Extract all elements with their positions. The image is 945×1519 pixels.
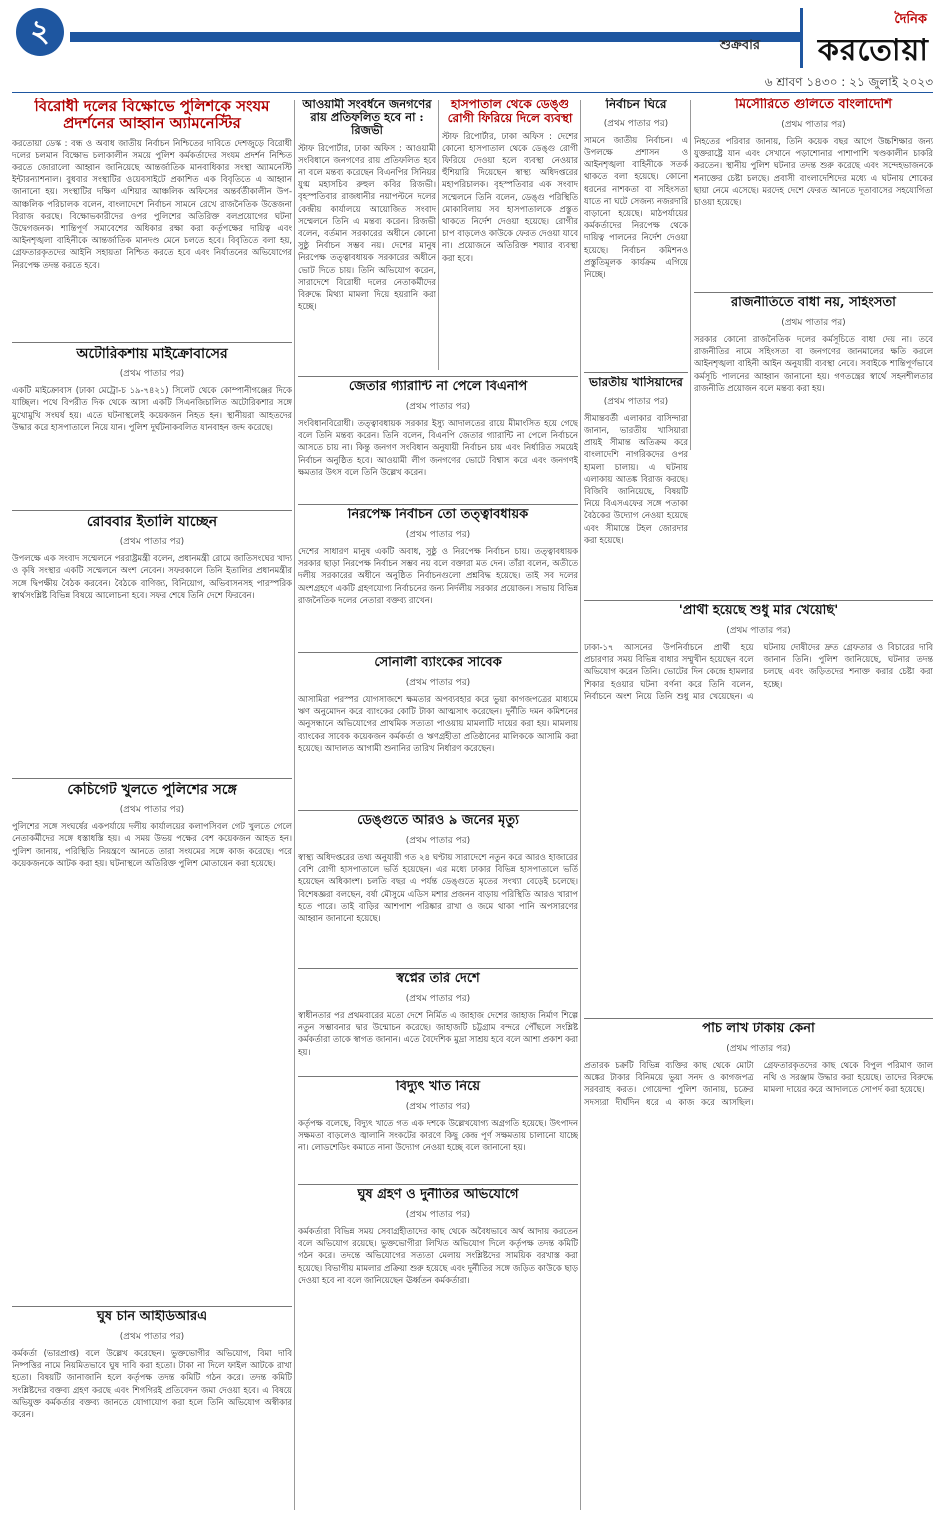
logo-main-text: করতোয়া bbox=[817, 33, 929, 68]
article-robbar bbox=[12, 514, 292, 774]
article-body: ঢাকা-১৭ আসনের উপনির্বাচনে প্রার্থী হয়ে প্রচারণার সময় বিভিন্ন বাধার সম্মুখীন হয়েছেন বলে অভিযোগ করেন তিনি। ভোটের দিন কেন্দ্রে হামলার শিকার হওয়ার ঘটনা বর্ণনা করে তিনি বলেন, নির্বাচনে অংশ নিয়ে তিনি শুধু মার খেয়েছেন। এ ঘটনায় দোষীদের দ্রুত গ্রেফতার ও বিচারের দাবি জানান তিনি। পুলিশ জানিয়েছে, ঘটনার তদন্ত চলছে এবং জড়িতদের শনাক্ত করার চেষ্টা করা হচ্ছে। bbox=[584, 641, 933, 701]
headline: অটোরিকশায় মাইক্রোবাসের bbox=[76, 346, 228, 362]
continuation-note: (প্রথম পাতার পর) bbox=[405, 835, 471, 846]
masthead-day: শুক্রবার bbox=[719, 38, 760, 53]
headline: মিসৌরিতে গুলিতে বাংলাদেশি bbox=[735, 98, 892, 112]
column-divider bbox=[690, 100, 691, 450]
masthead-divider bbox=[12, 92, 933, 93]
article-body: স্বাধীনতার পর প্রথমবারের মতো দেশে নির্মিত এ জাহাজ দেশের জাহাজ নির্মাণ শিল্পে নতুন সম্ভাবনার দ্বার উন্মোচন করেছে। জাহাজটি চট্টগ্রাম বন্দরে পৌঁছলে সংশ্লিষ্ট কর্মকর্তারা তাকে স্বাগত জানান। এতে বৈদেশিক মুদ্রা সাশ্রয় হবে বলে আশা প্রকাশ করা হয়। bbox=[298, 1009, 578, 1057]
article-ghush-chan bbox=[12, 1310, 292, 1510]
article-bidyut bbox=[298, 1080, 578, 1180]
article-prarthi bbox=[584, 604, 933, 1014]
headline: জেতার গ্যারান্টি না পেলে বিএনপি bbox=[348, 380, 528, 394]
logo-top-text: দৈনিক bbox=[894, 12, 927, 27]
article-rajniti bbox=[694, 296, 933, 596]
article-body: আসামিরা পরস্পর যোগসাজশে ক্ষমতার অপব্যবহার করে ভুয়া কাগজপত্রের মাধ্যমে ঋণ অনুমোদন করে ব্যাংকের কোটি টাকা আত্মসাৎ করেছেন। দুর্নীতি দমন কমিশনের অনুসন্ধানে অভিযোগের প্রাথমিক সত্যতা পাওয়ায় মামলাটি দায়ের করা হয়। মামলায় ব্যাংকের সাবেক কয়েকজন কর্মকর্তা ও ঋণগ্রহীতা প্রতিষ্ঠানের মালিককে আসামি করা হয়েছে। আদালত আগামী শুনানির তারিখ নির্ধারণ করেছেন। bbox=[298, 693, 578, 753]
continuation-note: (প্রথম পাতার পর) bbox=[119, 1331, 185, 1342]
continuation-note: (প্রথম পাতার পর) bbox=[405, 1209, 471, 1220]
article-divider bbox=[298, 1076, 578, 1077]
continuation-note: (প্রথম পাতার পর) bbox=[726, 1043, 791, 1054]
article-divider bbox=[298, 504, 578, 505]
continuation-note: (প্রথম পাতার পর) bbox=[603, 118, 669, 129]
article-divider bbox=[298, 968, 578, 969]
continuation-note: (প্রথম পাতার পর) bbox=[781, 119, 846, 130]
article-body: একটি মাইক্রোবাস (ঢাকা মেট্রো-চ ১৯-৭৪২১) সিলেট থেকে কোম্পানীগঞ্জের দিকে যাচ্ছিল। পথে বিপরীত দিক থেকে আসা একটি সিএনজিচালিত অটোরিকশার সঙ্গে মুখোমুখি সংঘর্ষ হয়। এতে ঘটনাস্থলেই কয়েকজন নিহত হন। স্থানীয়রা আহতদের উদ্ধার করে হাসপাতালে নিয়ে যান। পুলিশ দুর্ঘটনাকবলিত যানবাহন জব্দ করেছে। bbox=[12, 385, 292, 432]
headline: কেচিগেট খুলতে পুলিশের সঙ্গে bbox=[67, 782, 237, 798]
article-divider bbox=[12, 778, 292, 779]
headline: ঘুষ গ্রহণ ও দুর্নীতির অভিযোগে bbox=[357, 1188, 519, 1202]
continuation-note: (প্রথম পাতার পর) bbox=[781, 317, 846, 328]
article-divider bbox=[584, 600, 933, 601]
article-body: সংবিধানবিরোধী। তত্ত্বাবধায়ক সরকার ইস্যু আদালতের রায়ে মীমাংসিত হয়ে গেছে বলে তিনি মন্তব্য করেন। তিনি বলেন, বিএনপি জেতার গ্যারান্টি না পেলে নির্বাচনে আসতে চায় না। কিন্তু জনগণ সংবিধান অনুযায়ী নির্বাচন চায় এবং নির্ধারিত সময়েই নির্বাচন অনুষ্ঠিত হবে। আওয়ামী লীগ জনগণের ভোটে বিশ্বাস করে এবং জনগণই ক্ষমতার উৎস বলে তিনি উল্লেখ করেন। bbox=[298, 417, 578, 477]
headline: হাসপাতাল থেকে ডেঙ্গু রোগী ফিরিয়ে দিলে ব্যবস্থা bbox=[447, 98, 573, 125]
continuation-note: (প্রথম পাতার পর) bbox=[726, 625, 791, 636]
article-sonali-bank bbox=[298, 656, 578, 806]
article-ghush-gran bbox=[298, 1188, 578, 1508]
headline: রোববার ইতালি যাচ্ছেন bbox=[86, 514, 218, 530]
continuation-note: (প্রথম পাতার পর) bbox=[603, 396, 669, 407]
article-divider bbox=[584, 372, 688, 373]
continuation-note: (প্রথম পাতার পর) bbox=[405, 993, 471, 1004]
headline: নির্বাচন ঘিরে bbox=[605, 98, 667, 111]
article-divider bbox=[298, 1184, 578, 1185]
article-divider bbox=[694, 292, 933, 293]
headline: বিদ্যুৎ খাত নিয়ে bbox=[396, 1080, 480, 1094]
article-body: কর্মকর্তারা বিভিন্ন সময় সেবাগ্রহীতাদের কাছ থেকে অবৈধভাবে অর্থ আদায় করতেন বলে অভিযোগ রয়েছে। ভুক্তভোগীরা লিখিত অভিযোগ দিলে কর্তৃপক্ষ তদন্ত কমিটি গঠন করে। তদন্তে অভিযোগের সত্যতা মেলায় সংশ্লিষ্টদের সাময়িক বরখাস্ত করা হয়েছে। বিভাগীয় মামলার প্রক্রিয়া শুরু হয়েছে এবং দুর্নীতির সঙ্গে জড়িত কাউকে ছাড় দেওয়া হবে না বলে জানিয়েছেন ঊর্ধ্বতন কর্মকর্তারা। bbox=[298, 1225, 578, 1285]
article-body: সামনে জাতীয় নির্বাচন। এ উপলক্ষে প্রশাসন ও আইনশৃঙ্খলা বাহিনীকে সতর্ক থাকতে বলা হয়েছে। কোনো ধরনের নাশকতা বা সহিংসতা যাতে না ঘটে সেজন্য নজরদারি বাড়ানো হয়েছে। মাঠপর্যায়ের কর্মকর্তাদের নিরপেক্ষ থেকে দায়িত্ব পালনের নির্দেশ দেওয়া হয়েছে। নির্বাচন কমিশনও প্রস্তুতিমূলক কার্যক্রম এগিয়ে নিচ্ছে। bbox=[584, 134, 688, 280]
column-divider bbox=[580, 100, 581, 1510]
article-body: স্টাফ রিপোর্টার, ঢাকা অফিস : দেশের কোনো হাসপাতাল থেকে ডেঙ্গু রোগী ফিরিয়ে দেওয়া হলে ব্যবস্থা নেওয়ার হুঁশিয়ারি দিয়েছেন স্বাস্থ্য অধিদপ্তরের মহাপরিচালক। বৃহস্পতিবার এক সংবাদ সম্মেলনে তিনি বলেন, ডেঙ্গু পরিস্থিতি মোকাবিলায় সব হাসপাতালকে প্রস্তুত থাকতে নির্দেশ দেওয়া হয়েছে। রোগীর চাপ বাড়লেও কাউকে ফেরত দেওয়া যাবে না। প্রয়োজনে অতিরিক্ত শয্যার ব্যবস্থা করা হবে। bbox=[442, 130, 578, 263]
column-divider bbox=[438, 100, 439, 370]
headline: সোনালী ব্যাংকের সাবেক bbox=[374, 656, 502, 670]
article-panch-lakh bbox=[584, 1022, 933, 1510]
continuation-note: (প্রথম পাতার পর) bbox=[405, 529, 471, 540]
headline: ডেঙ্গুতে আরও ৯ জনের মৃত্যু bbox=[357, 814, 519, 828]
continuation-note: (প্রথম পাতার পর) bbox=[405, 401, 471, 412]
article-body: প্রতারক চক্রটি বিভিন্ন ব্যক্তির কাছ থেকে মোটা অঙ্কের টাকার বিনিময়ে ভুয়া সনদ ও কাগজপত্র সরবরাহ করত। গোয়েন্দা পুলিশ জানায়, চক্রের সদস্যরা দীর্ঘদিন ধরে এ কাজ করে আসছিল। গ্রেফতারকৃতদের কাছ থেকে বিপুল পরিমাণ জাল নথি ও সরঞ্জাম উদ্ধার করা হয়েছে। তাদের বিরুদ্ধে মামলা দায়ের করে আদালতে সোপর্দ করা হয়েছে। bbox=[584, 1059, 933, 1107]
article-body: দেশের সাধারণ মানুষ একটি অবাধ, সুষ্ঠু ও নিরপেক্ষ নির্বাচন চায়। তত্ত্বাবধায়ক সরকার ছাড়া নিরপেক্ষ নির্বাচন সম্ভব নয় বলে বক্তারা মত দেন। তাঁরা বলেন, অতীতে দলীয় সরকারের অধীনে অনুষ্ঠিত নির্বাচনগুলো প্রশ্নবিদ্ধ হয়েছে। তাই সব দলের অংশগ্রহণে একটি গ্রহণযোগ্য নির্বাচনের জন্য নির্দলীয় সরকার প্রয়োজন। সভায় বিভিন্ন রাজনৈতিক দলের নেতারা বক্তব্য রাখেন। bbox=[298, 545, 578, 605]
article-chelegiti bbox=[12, 782, 292, 1302]
article-divider bbox=[12, 342, 292, 343]
masthead bbox=[0, 0, 945, 94]
article-divider bbox=[12, 1306, 292, 1307]
continuation-note: (প্রথম পাতার পর) bbox=[119, 805, 185, 816]
headline: রাজনীতিতে বাধা নয়, সহিংসতা bbox=[731, 296, 896, 310]
article-awami-rally bbox=[298, 98, 436, 373]
column-divider bbox=[294, 100, 295, 1510]
article-divider bbox=[298, 810, 578, 811]
masthead-date: ৬ শ্রাবণ ১৪৩০ : ২১ জুলাই ২০২৩ bbox=[764, 75, 933, 89]
article-octoberish bbox=[12, 346, 292, 506]
article-dengue-death bbox=[298, 814, 578, 964]
continuation-note: (প্রথম পাতার পর) bbox=[119, 369, 185, 380]
headline: বিরোধী দলের বিক্ষোভে পুলিশকে সংযম প্রদর্শনের আহ্বান অ্যামনেস্টির bbox=[34, 98, 270, 133]
continuation-note: (প্রথম পাতার পর) bbox=[119, 537, 185, 548]
article-body: স্বাস্থ্য অধিদপ্তরের তথ্য অনুযায়ী গত ২৪ ঘণ্টায় সারাদেশে নতুন করে আরও হাজারের বেশি রোগী হাসপাতালে ভর্তি হয়েছেন। এর মধ্যে ঢাকার বিভিন্ন হাসপাতালে ভর্তি হয়েছেন অধিকাংশ। চলতি বছর এ পর্যন্ত ডেঙ্গুতে মৃতের সংখ্যা বেড়েই চলেছে। বিশেষজ্ঞরা বলছেন, বর্ষা মৌসুমে এডিস মশার প্রজনন বাড়ায় পরিস্থিতি আরও খারাপ হতে পারে। তাই বাড়ির আশপাশ পরিষ্কার রাখা ও জমে থাকা পানি অপসারণের আহ্বান জানানো হয়েছে। bbox=[298, 851, 578, 923]
article-divider bbox=[298, 652, 578, 653]
article-missouri bbox=[694, 98, 933, 288]
article-body: পুলিশের সঙ্গে সংঘর্ষের একপর্যায়ে দলীয় কার্যালয়ের কলাপসিবল গেট খুলতে গেলে নেতাকর্মীদের সঙ্গে ধস্তাধস্তি হয়। এ সময় উভয় পক্ষের বেশ কয়েকজন আহত হন। পুলিশ জানায়, পরিস্থিতি নিয়ন্ত্রণে আনতে তারা সংযমের সঙ্গে কাজ করেছে। পরে কয়েকজনকে আটক করা হয়। ঘটনাস্থলে অতিরিক্ত পুলিশ মোতায়েন করা হয়েছে। bbox=[12, 821, 292, 868]
headline: ভারতীয় খাসিয়াদের bbox=[589, 376, 683, 389]
article-divider bbox=[298, 376, 578, 377]
article-body: নিহতের পরিবার জানায়, তিনি কয়েক বছর আগে উচ্চশিক্ষার জন্য যুক্তরাষ্ট্রে যান এবং সেখানে পড়াশোনার পাশাপাশি খণ্ডকালীন চাকরি করতেন। স্থানীয় পুলিশ ঘটনার তদন্ত শুরু করেছে এবং সন্দেহভাজনকে শনাক্তের চেষ্টা চলছে। প্রবাসী বাংলাদেশিদের মধ্যে এ ঘটনায় শোকের ছায়া নেমে এসেছে। মরদেহ দেশে ফেরত আনতে দূতাবাসের সহযোগিতা চাওয়া হয়েছে। bbox=[694, 135, 933, 207]
newspaper-logo bbox=[800, 8, 933, 68]
article-divider bbox=[584, 1018, 933, 1019]
article-amnesty bbox=[12, 98, 292, 338]
article-body: সীমান্তবর্তী এলাকার বাসিন্দারা জানান, ভারতীয় খাসিয়ারা প্রায়ই সীমান্ত অতিক্রম করে বাংলাদেশি নাগরিকদের ওপর হামলা চালায়। এ ঘটনায় এলাকায় আতঙ্ক বিরাজ করছে। বিজিবি জানিয়েছে, বিষয়টি নিয়ে বিএসএফের সঙ্গে পতাকা বৈঠকের উদ্যোগ নেওয়া হয়েছে এবং সীমান্তে টহল জোরদার করা হয়েছে। bbox=[584, 412, 688, 545]
article-body: করতোয়া ডেস্ক : বন্ধ ও অবাধ জাতীয় নির্বাচন নিশ্চিতের দাবিতে দেশজুড়ে বিরোধী দলের চলমান বিক্ষোভ চলাকালীন সময়ে পুলিশ কর্মকর্তাদের সংযম প্রদর্শন নিশ্চিত করতে জোরালো আহ্বান জানিয়েছে আন্তর্জাতিক মানবাধিকার সংস্থা অ্যামনেস্টি ইন্টারন্যাশনাল। বুধবার সংস্থাটির ওয়েবসাইটে প্রকাশিত এক বিবৃতিতে এ আহ্বান জানানো হয়। সংস্থাটির দক্ষিণ এশিয়ার আঞ্চলিক অফিসের অন্তর্বর্তীকালীন উপ-আঞ্চলিক পরিচালক বলেন, বাংলাদেশে নির্বাচন সামনে রেখে রাজনৈতিক উত্তেজনা বিরাজ করছে। বিক্ষোভকারীদের ওপর পুলিশের অতিরিক্ত বলপ্রয়োগের ঘটনা উদ্বেগজনক। শান্তিপূর্ণ সমাবেশের অধিকার রক্ষা করা কর্তৃপক্ষের দায়িত্ব এবং আইনশৃঙ্খলা বাহিনীকে আন্তর্জাতিক মানদণ্ড মেনে চলতে হবে। বিবৃতিতে বলা হয়, গ্রেফতারকৃতদের আইনি সহায়তা নিশ্চিত করতে হবে এবং নির্যাতনের অভিযোগের নিরপেক্ষ তদন্ত করতে হবে। bbox=[12, 137, 292, 270]
headline: 'প্রার্থী হয়েছে শুধু মার খেয়েছি' bbox=[678, 604, 839, 618]
continuation-note: (প্রথম পাতার পর) bbox=[405, 1101, 471, 1112]
article-jatar-guarantee bbox=[298, 380, 578, 500]
headline: স্বপ্নের তরি দেশে bbox=[396, 972, 480, 986]
headline: আওয়ামী সংবর্ধনে জনগণের রায় প্রতিফলিত হবে না : রিজভী bbox=[302, 98, 432, 138]
headline: পাঁচ লাখ টাকায় কেনা bbox=[702, 1022, 815, 1036]
page-number-badge: ২ bbox=[16, 8, 64, 56]
article-body: কর্তৃপক্ষ বলেছে, বিদ্যুৎ খাতে গত এক দশকে উল্লেখযোগ্য অগ্রগতি হয়েছে। উৎপাদন সক্ষমতা বাড়লেও জ্বালানি সংকটের কারণে কিছু কেন্দ্র পূর্ণ সক্ষমতায় চালানো যাচ্ছে না। লোডশেডিং কমাতে নানা উদ্যোগ নেওয়া হচ্ছে বলে জানানো হয়। bbox=[298, 1117, 578, 1153]
article-dengue-return bbox=[442, 98, 578, 373]
headline: ঘুষ চান আইডিআরএ bbox=[96, 1310, 208, 1324]
article-body: সরকার কোনো রাজনৈতিক দলের কর্মসূচিতে বাধা দেয় না। তবে রাজনীতির নামে সহিংসতা বা জনগণের জানমালের ক্ষতি করলে আইনশৃঙ্খলা বাহিনী আইন অনুযায়ী ব্যবস্থা নেবে। সবাইকে শান্তিপূর্ণভাবে কর্মসূচি পালনের আহ্বান জানানো হয়। গণতন্ত্রের স্বার্থে সহনশীলতার রাজনীতি প্রয়োজন বলে মন্তব্য করা হয়। bbox=[694, 333, 933, 393]
continuation-note: (প্রথম পাতার পর) bbox=[405, 677, 471, 688]
article-swapner bbox=[298, 972, 578, 1072]
article-body: স্টাফ রিপোর্টার, ঢাকা অফিস : আওয়ামী সংবিধানে জনগণের রায় প্রতিফলিত হবে না বলে মন্তব্য করেছেন বিএনপির সিনিয়র যুগ্ম মহাসচিব রুহুল কবির রিজভী। বৃহস্পতিবার রাজধানীর নয়াপল্টনে দলের কেন্দ্রীয় কার্যালয়ে আয়োজিত সংবাদ সম্মেলনে তিনি এ মন্তব্য করেন। রিজভী বলেন, বর্তমান সরকারের অধীনে কোনো সুষ্ঠু নির্বাচন সম্ভব নয়। দেশের মানুষ নিরপেক্ষ তত্ত্বাবধায়ক সরকারের অধীনে ভোট দিতে চায়। তিনি অভিযোগ করেন, সারাদেশে বিরোধী দলের নেতাকর্মীদের বিরুদ্ধে মিথ্যা মামলা দিয়ে হয়রানি করা হচ্ছে। bbox=[298, 142, 436, 312]
article-body: উপলক্ষে এক সংবাদ সম্মেলনে পররাষ্ট্রমন্ত্রী বলেন, প্রধানমন্ত্রী রোমে জাতিসংঘের খাদ্য ও কৃষি সংস্থার একটি সম্মেলনে অংশ নেবেন। সফরকালে তিনি ইতালির প্রধানমন্ত্রীর সঙ্গে দ্বিপক্ষীয় বৈঠক করবেন। বৈঠকে বাণিজ্য, বিনিয়োগ, অভিবাসনসহ পারস্পরিক স্বার্থসংশ্লিষ্ট বিভিন্ন বিষয়ে আলোচনা হবে। সফর শেষে তিনি দেশে ফিরবেন। bbox=[12, 553, 292, 600]
article-body: কর্মকর্তা (ভারপ্রাপ্ত) বলে উল্লেখ করেছেন। ভুক্তভোগীর অভিযোগ, বিমা দাবি নিষ্পত্তির নামে নিয়মিতভাবে ঘুষ দাবি করা হতো। টাকা না দিলে ফাইল আটকে রাখা হতো। বিষয়টি জানাজানি হলে কর্তৃপক্ষ তদন্ত কমিটি গঠন করে। তদন্ত কমিটি সংশ্লিষ্টদের বক্তব্য গ্রহণ করছে এবং শিগগিরই প্রতিবেদন জমা দেওয়া হবে। এ বিষয়ে অভিযুক্ত কর্মকর্তার বক্তব্য জানতে যোগাযোগ করা হলে তিনি অভিযোগ অস্বীকার করেন। bbox=[12, 1347, 292, 1419]
article-bharotiyo bbox=[584, 376, 688, 596]
article-divider bbox=[12, 510, 292, 511]
article-nirbachan-ghire bbox=[584, 98, 688, 368]
headline: নিরপেক্ষ নির্বাচন তো তত্ত্বাবধায়ক bbox=[347, 508, 529, 522]
article-nirapeksha bbox=[298, 508, 578, 648]
